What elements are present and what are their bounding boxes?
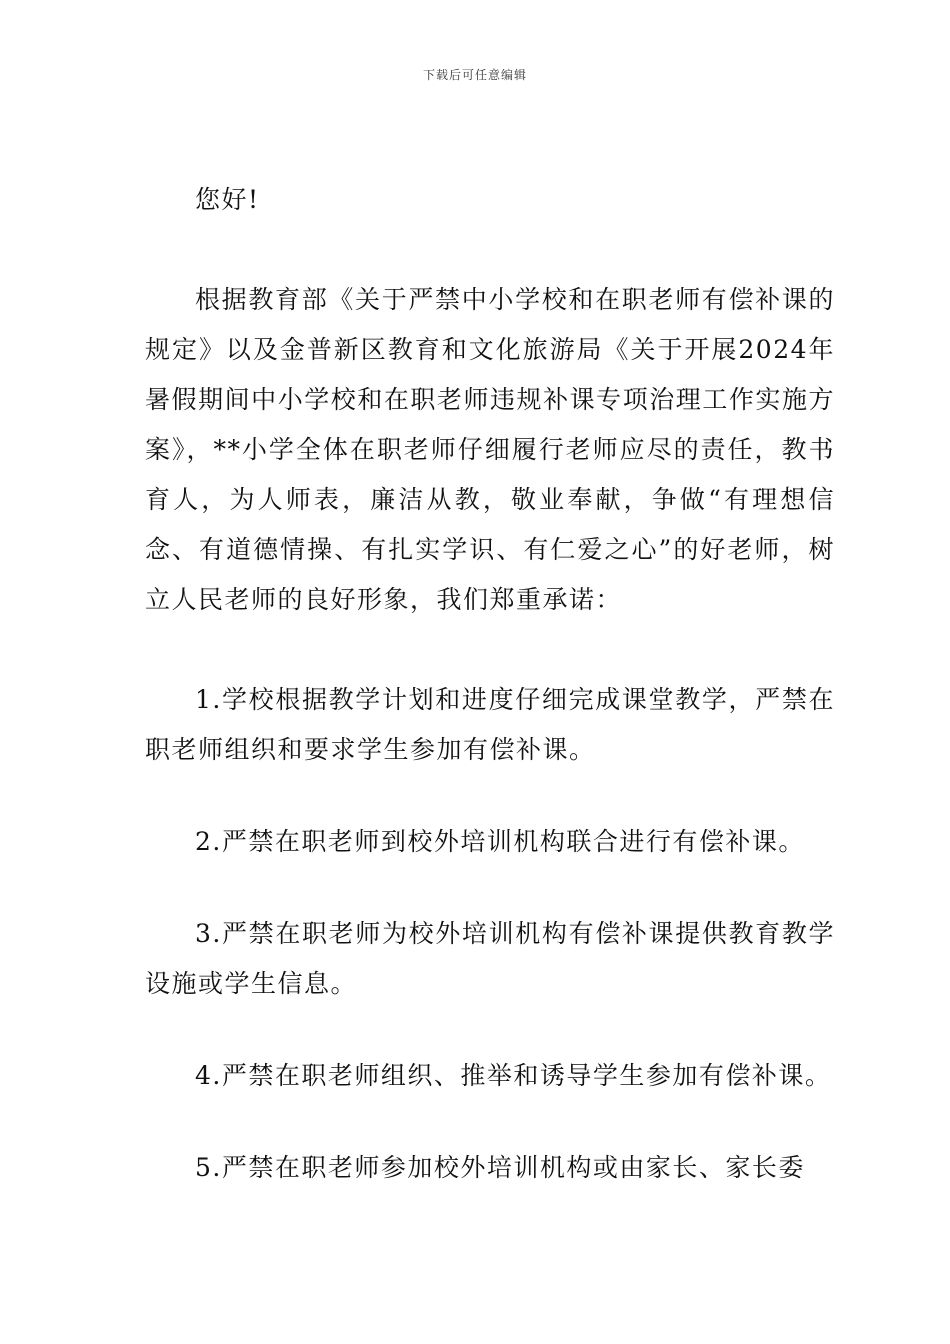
- spacer: [145, 625, 835, 675]
- list-item-5: 5.严禁在职老师参加校外培训机构或由家长、家长委: [195, 1153, 805, 1182]
- document-body: [145, 175, 835, 1193]
- greeting: 您好!: [195, 185, 260, 214]
- spacer: [145, 1101, 835, 1143]
- intro-paragraph: 根据教育部《关于严禁中小学校和在职老师有偿补课的规定》以及金普新区教育和文化旅游局《关于开展2024年暑假期间中小学校和在职老师违规补课专项治理工作实施方案》，**小学全体在职老师仔细履行老师应尽的责任，教书育人，为人师表，廉洁从教，敬业奉献，争做“有理想信念、有道德情操、有扎实学识、有仁爱之心”的好老师，树立人民老师的良好形象，我们郑重承诺：: [145, 285, 835, 614]
- spacer: [145, 867, 835, 909]
- list-item-2: 2.严禁在职老师到校外培训机构联合进行有偿补课。: [195, 827, 805, 856]
- page-header: 下载后可任意编辑: [422, 68, 527, 82]
- spacer: [145, 775, 835, 817]
- spacer: [145, 225, 835, 275]
- list-item-3: 3.严禁在职老师为校外培训机构有偿补课提供教育教学设施或学生信息。: [145, 919, 835, 998]
- spacer: [145, 1009, 835, 1051]
- list-item-4: 4.严禁在职老师组织、推举和诱导学生参加有偿补课。: [195, 1061, 832, 1090]
- list-item-1: 1.学校根据教学计划和进度仔细完成课堂教学，严禁在职老师组织和要求学生参加有偿补课。: [145, 685, 835, 764]
